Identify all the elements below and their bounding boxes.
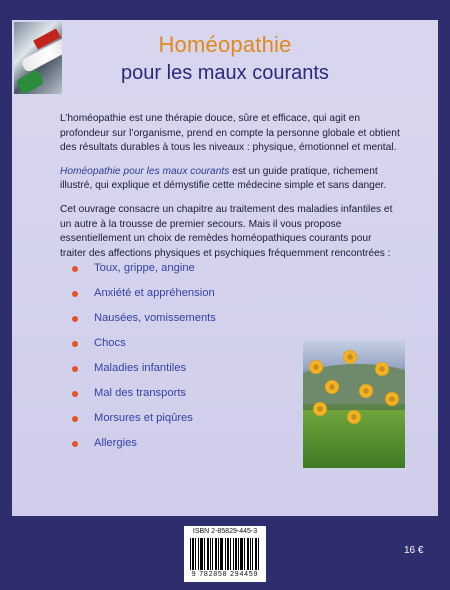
price-label: 16 € [404, 545, 424, 556]
isbn-number: ISBN 2-85829-445-3 [192, 528, 258, 535]
bullet-dot-icon [72, 266, 78, 272]
bullet-dot-icon [72, 416, 78, 422]
list-item: Mal des transports [72, 387, 292, 412]
flower-shape [375, 362, 389, 376]
book-title: Homéopathie [158, 32, 292, 57]
bullet-dot-icon [72, 391, 78, 397]
list-item: Morsures et piqûres [72, 412, 292, 437]
description [60, 112, 400, 270]
bullet-dot-icon [72, 291, 78, 297]
list-item: Allergies [72, 437, 292, 462]
ean-number: 9 782858 294459 [191, 571, 259, 578]
book-subtitle: pour les maux courants [121, 62, 329, 84]
paragraph-3: Cet ouvrage consacre un chapitre au traitement des maladies infantiles et un autre à la trousse de premier secours. Mais il vous propose essentiellement un choix de remèdes homéopathiques courants pour traiter des affections physiques et psychiques fréquemment rencontrées : [60, 203, 393, 259]
flower-shape [347, 410, 361, 424]
flower-shape [313, 402, 327, 416]
book-title-inline: Homéopathie pour les maux courants [60, 165, 230, 177]
paragraph-1: L’homéopathie est une thérapie douce, sûre et efficace, qui agit en profondeur sur l’organisme, prend en compte la personne globale et obtient des résultats durables à tous les niveaux : physique, émotionnel et mental. [60, 113, 400, 154]
arnica-flowers-photo [302, 339, 406, 469]
flower-shape [359, 384, 373, 398]
bullet-dot-icon [72, 316, 78, 322]
flower-shape [385, 392, 399, 406]
list-item: Anxiété et appréhension [72, 287, 292, 312]
list-item: Toux, grippe, angine [72, 262, 292, 287]
barcode-bars [190, 538, 260, 570]
paragraph-2 [60, 165, 400, 194]
flower-shape [343, 350, 357, 364]
list-item: Nausées, vomissements [72, 312, 292, 337]
bullet-dot-icon [72, 366, 78, 372]
list-item: Chocs [72, 337, 292, 362]
ailments-list [72, 262, 292, 462]
flower-shape [309, 360, 323, 374]
bullet-dot-icon [72, 441, 78, 447]
barcode [184, 526, 266, 582]
bullet-dot-icon [72, 341, 78, 347]
flower-shape [325, 380, 339, 394]
list-item: Maladies infantiles [72, 362, 292, 387]
paragraph-2-rest: est un guide pratique, richement illustré, qui explique et démystifie cette médecine simple et sans danger. [60, 165, 387, 192]
